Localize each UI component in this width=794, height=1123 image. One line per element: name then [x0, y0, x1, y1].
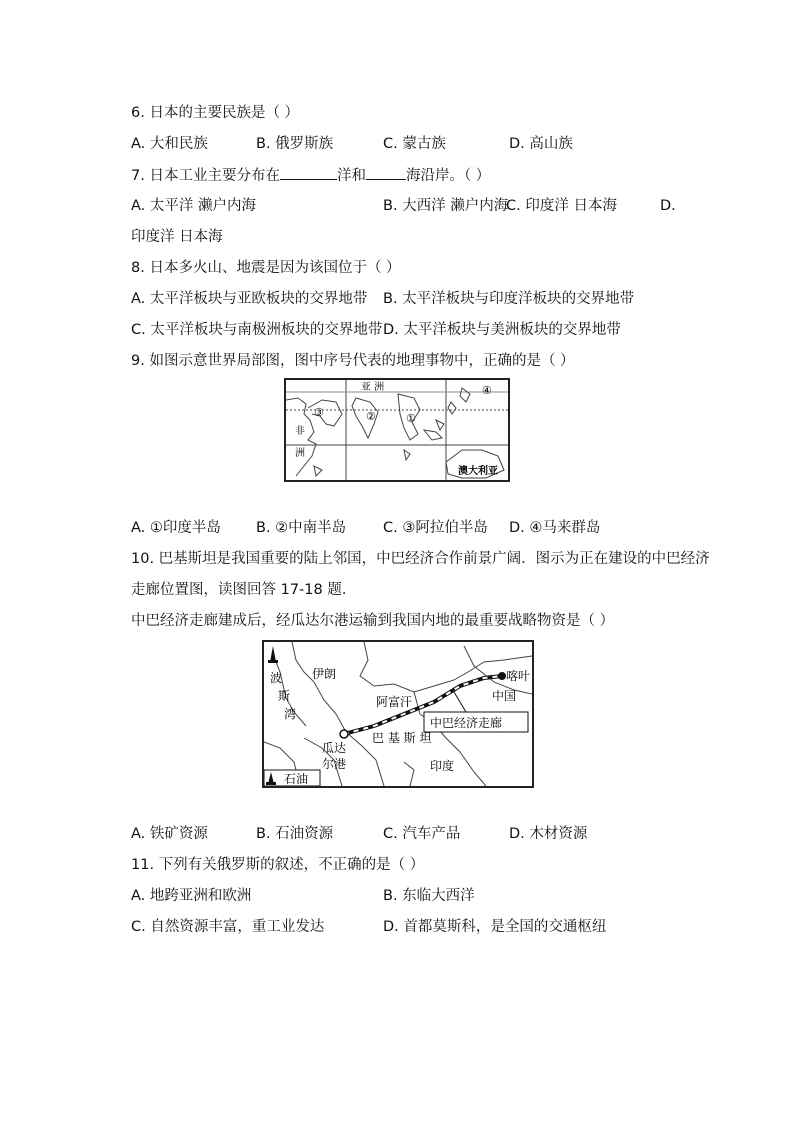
q10-option-c[interactable]: C. 汽车产品 — [383, 826, 461, 842]
q7-option-b[interactable]: B. 大西洋 濑户内海 — [383, 198, 509, 214]
q8-option-c[interactable]: C. 太平洋板块与南极洲板块的交界地带 — [131, 322, 383, 338]
q11-option-c[interactable]: C. 自然资源丰富，重工业发达 — [131, 919, 325, 935]
map-label-china: 中国 — [492, 689, 517, 703]
q8-option-a[interactable]: A. 太平洋板块与亚欧板块的交界地带 — [131, 291, 368, 307]
map-label-gwadar-2: 尔港 — [322, 757, 347, 771]
q11-stem: 11. 下列有关俄罗斯的叙述，不正确的是（ ） — [131, 857, 425, 873]
map-label-gulf-3: 湾 — [284, 707, 297, 721]
map-label-afghanistan: 阿富汗 — [376, 695, 413, 709]
q10-option-b[interactable]: B. 石油资源 — [256, 826, 334, 842]
map-label-iran: 伊朗 — [312, 667, 337, 681]
q10-option-a[interactable]: A. 铁矿资源 — [131, 826, 208, 842]
map-label-corridor: 中巴经济走廊 — [430, 716, 503, 730]
q9-option-b[interactable]: B. ②中南半岛 — [256, 520, 347, 536]
oil-derrick-icon — [268, 646, 278, 663]
map-label-gulf-1: 波 — [270, 671, 283, 685]
china-pakistan-corridor-map — [262, 640, 534, 788]
q10-sub-question: 中巴经济走廊建成后，经瓜达尔港运输到我国内地的最重要战略物资是（ ） — [131, 613, 615, 629]
map-label-africa-2: 洲 — [295, 448, 305, 459]
q11-option-b[interactable]: B. 东临大西洋 — [383, 888, 475, 904]
q7-stem-part3: 海沿岸。（ ） — [405, 168, 491, 184]
q9-option-c[interactable]: C. ③阿拉伯半岛 — [383, 520, 488, 536]
q7-stem-part1: 7. 日本工业主要分布在 — [131, 168, 280, 184]
map-num-2: ② — [366, 410, 376, 423]
map-label-india: 印度 — [430, 759, 455, 773]
q10-option-d[interactable]: D. 木材资源 — [509, 826, 588, 842]
map-label-kashgar: 喀叶 — [506, 669, 531, 683]
map-label-africa-1: 非 — [295, 426, 305, 437]
q11-option-d[interactable]: D. 首都莫斯科，是全国的交通枢纽 — [383, 919, 607, 935]
gwadar-port-marker — [340, 730, 348, 738]
q7-blank-2 — [366, 165, 406, 180]
q6-option-b[interactable]: B. 俄罗斯族 — [256, 136, 334, 152]
q8-option-d[interactable]: D. 太平洋板块与美洲板块的交界地带 — [383, 322, 621, 338]
map-num-4: ④ — [482, 384, 492, 397]
q9-stem: 9. 如图示意世界局部图，图中序号代表的地理事物中，正确的是（ ） — [131, 353, 575, 369]
q7-option-c[interactable]: C. 印度洋 日本海 — [506, 198, 617, 214]
kashgar-marker — [498, 672, 506, 680]
map-label-gulf-2: 斯 — [278, 689, 291, 703]
q10-stem-line1: 10. 巴基斯坦是我国重要的陆上邻国，中巴经济合作前景广阔．图示为正在建设的中巴经济 — [131, 551, 710, 567]
q9-option-a[interactable]: A. ①印度半岛 — [131, 520, 221, 536]
world-map-svg — [286, 380, 508, 480]
q7-option-a[interactable]: A. 太平洋 濑户内海 — [131, 198, 256, 214]
q8-option-b[interactable]: B. 太平洋板块与印度洋板块的交界地带 — [383, 291, 635, 307]
q6-option-c[interactable]: C. 蒙古族 — [383, 136, 446, 152]
q7-blank-1 — [280, 165, 337, 180]
map-label-pakistan: 巴 基 斯 坦 — [372, 731, 432, 745]
map-label-asia: 亚 洲 — [361, 382, 385, 393]
q7-stem — [131, 165, 490, 186]
q7-option-d-text[interactable]: 印度洋 日本海 — [131, 229, 223, 245]
q7-option-d[interactable]: D. — [660, 198, 676, 214]
map-num-3: ③ — [314, 406, 324, 419]
q6-option-d[interactable]: D. 高山族 — [509, 136, 573, 152]
q8-stem: 8. 日本多火山、地震是因为该国位于（ ） — [131, 260, 401, 276]
corridor-map-svg — [264, 642, 532, 786]
map-num-1: ① — [406, 412, 416, 425]
q10-stem-line2: 走廊位置图，读图回答 17-18 题． — [131, 582, 357, 598]
world-partial-map — [284, 378, 510, 482]
q6-stem: 6. 日本的主要民族是（ ） — [131, 105, 300, 121]
q11-option-a[interactable]: A. 地跨亚洲和欧洲 — [131, 888, 252, 904]
q6-option-a[interactable]: A. 大和民族 — [131, 136, 208, 152]
map-label-australia: 澳大利亚 — [458, 466, 498, 477]
q7-stem-part2: 洋和 — [336, 168, 366, 184]
map-label-gwadar-1: 瓜达 — [322, 741, 347, 755]
legend-label-oil: 石油 — [284, 772, 309, 786]
q9-option-d[interactable]: D. ④马来群岛 — [509, 520, 601, 536]
